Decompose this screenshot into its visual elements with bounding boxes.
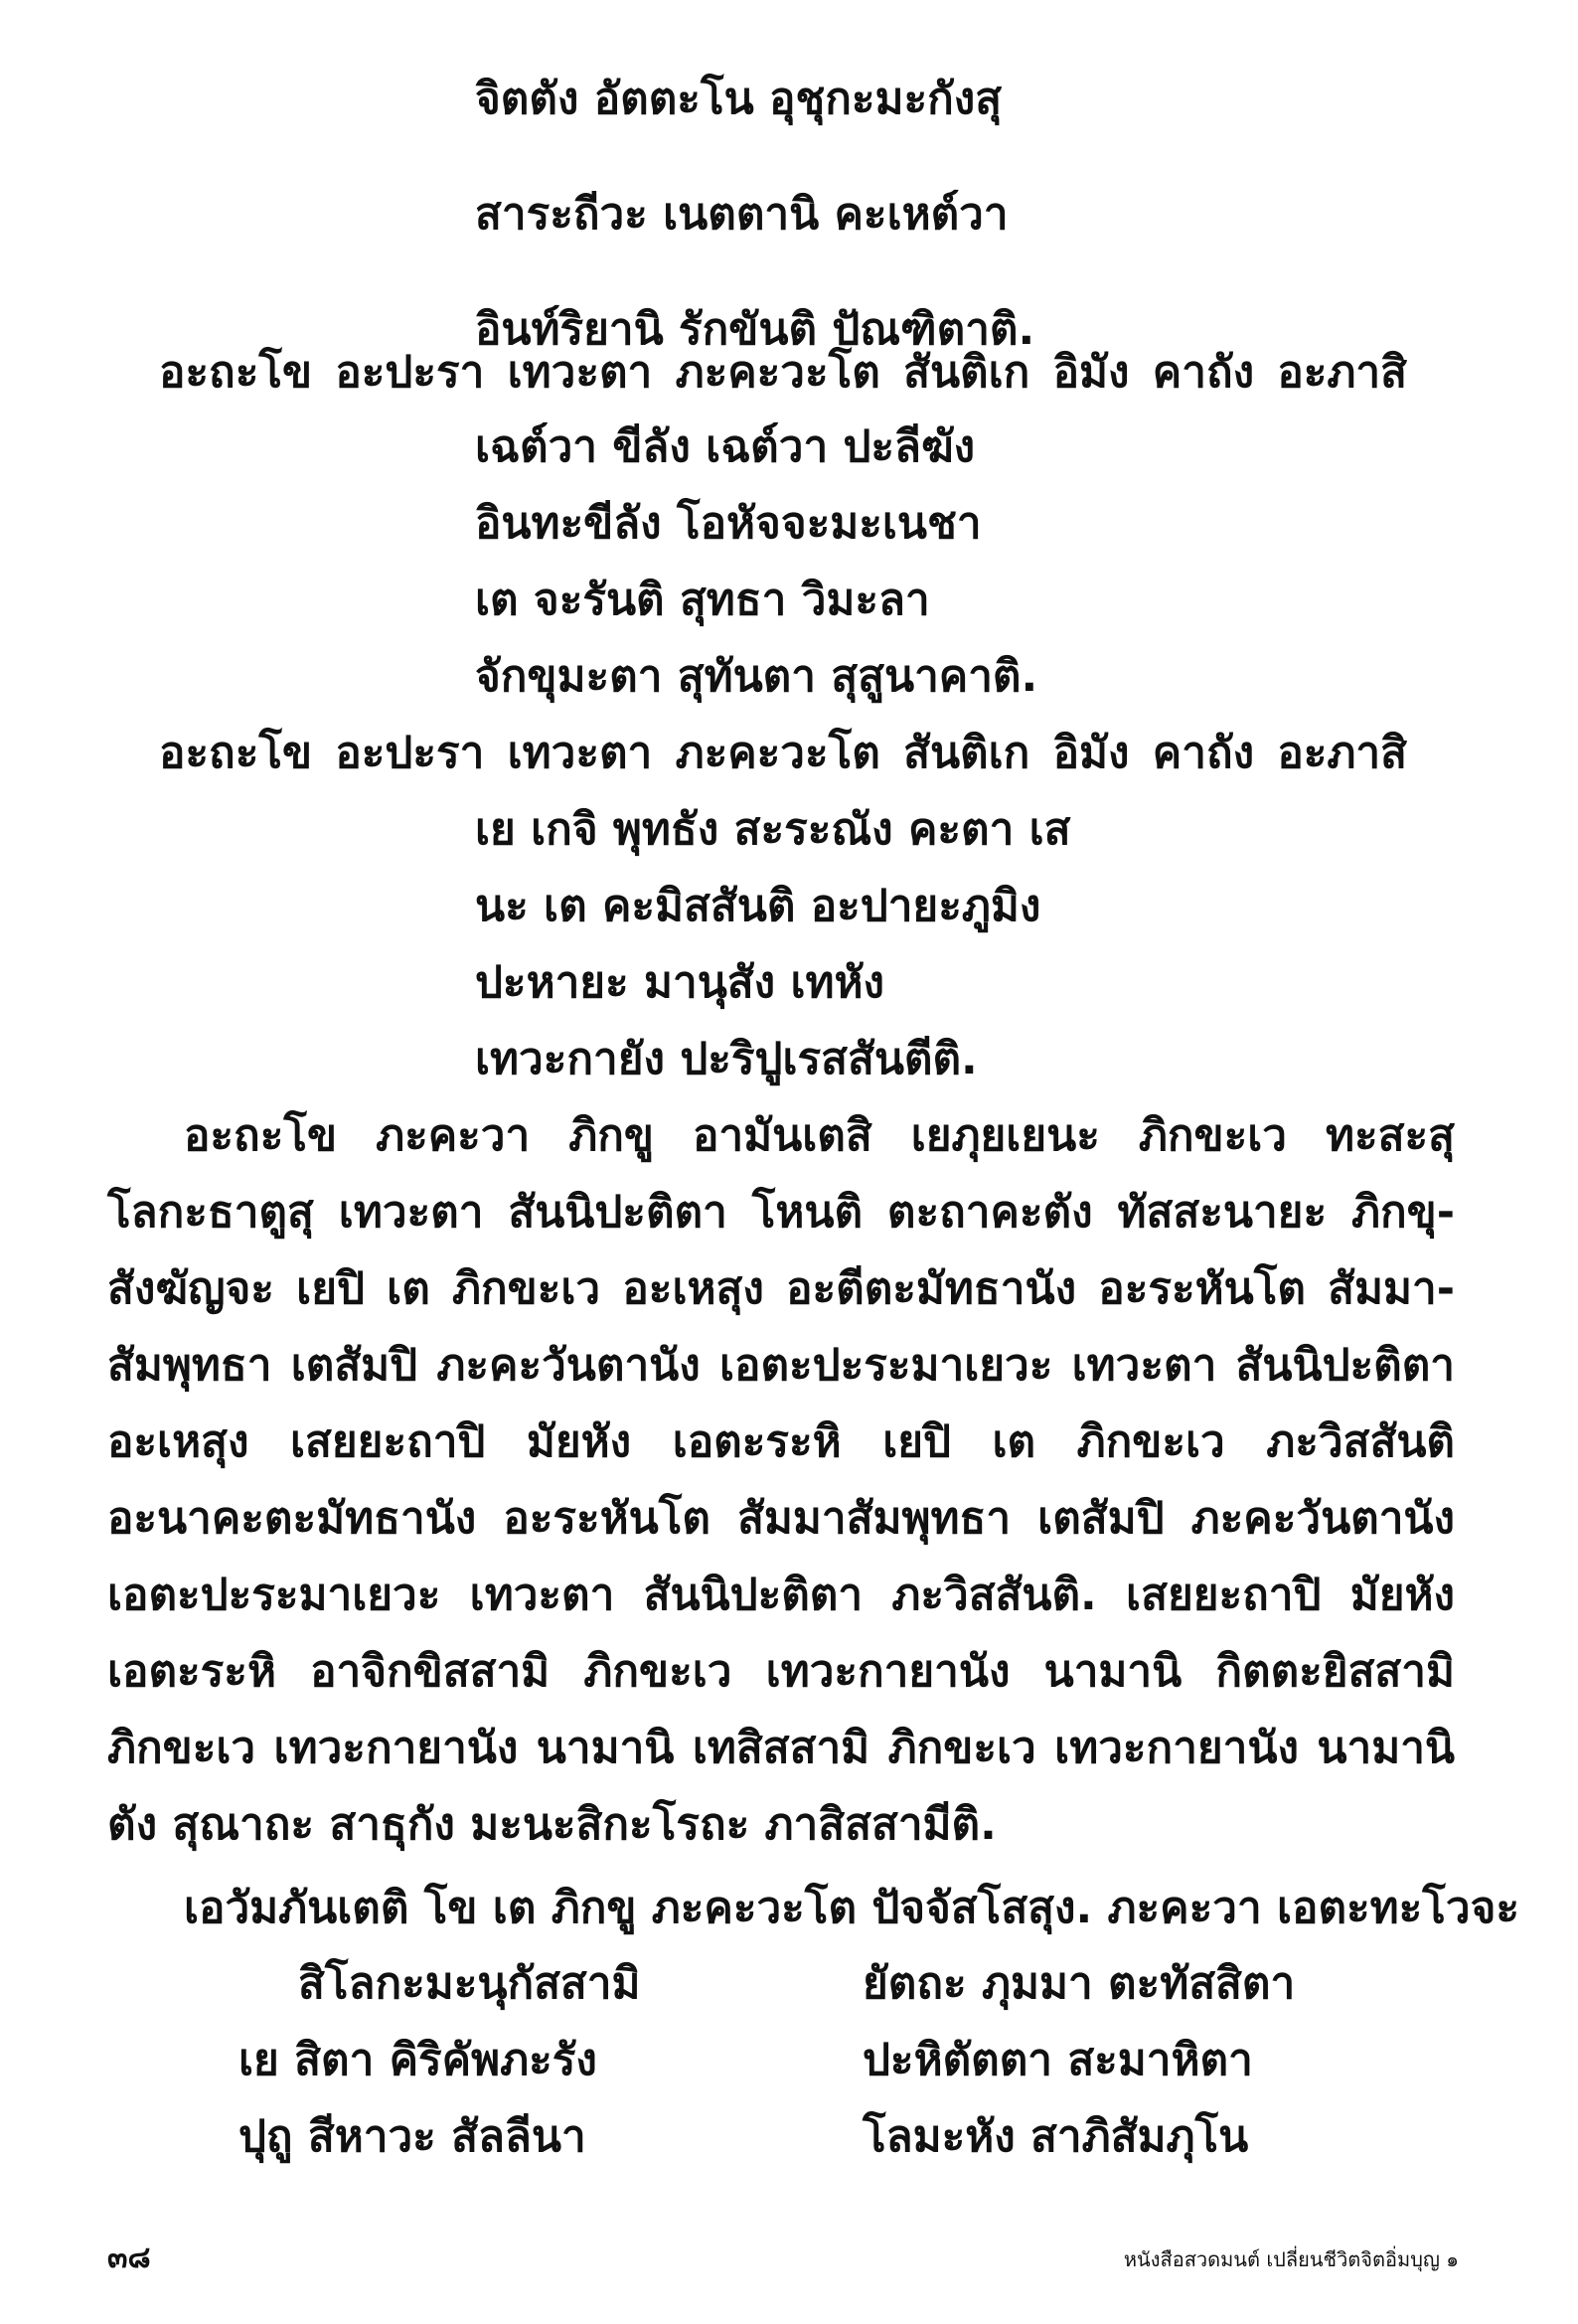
verse-line: จักขุมะตา สุทันตา สุสูนาคาติ. — [475, 651, 1038, 702]
paragraph-line: เอตะปะระมาเยวะ เทวะตา สันนิปะติตา ภะวิสสันติ. เสยยะถาปิ มัยหัง — [107, 1570, 1455, 1620]
paragraph-line: อะนาคะตะมัทธานัง อะระหันโต สัมมาสัมพุทธา เตสัมปิ ภะคะวันตานัง — [107, 1493, 1455, 1544]
book-title-footer: หนังสือสวดมนต์ เปลี่ยนชีวิตจิตอิ่มบุญ ๑ — [1123, 2247, 1459, 2271]
couplet-right: ยัตถะ ภุมมา ตะทัสสิตา — [863, 1958, 1296, 2009]
verse-line: อินทะขีลัง โอหัจจะมะเนชา — [475, 498, 982, 549]
couplet-left: ปุถู สีหาวะ สัลลีนา — [238, 2111, 586, 2162]
paragraph-line: ภิกขะเว เทวะกายานัง นามานิ เทสิสสามิ ภิกขะเว เทวะกายานัง นามานิ — [107, 1723, 1455, 1773]
verse-line: เย เกจิ พุทธัง สะระณัง คะตา เส — [475, 804, 1071, 855]
verse-line: สาระถีวะ เนตตานิ คะเหต์วา — [475, 189, 1009, 240]
couplet-left: เย สิตา คิริคัพภะรัง — [238, 2035, 597, 2085]
paragraph-line: ตัง สุณาถะ สาธุกัง มะนะสิกะโรถะ ภาสิสสามีติ. — [107, 1799, 997, 1850]
paragraph-line: สัมพุทธา เตสัมปิ ภะคะวันตานัง เอตะปะระมาเยวะ เทวะตา สันนิปะติตา — [107, 1340, 1455, 1391]
verse-line: เฉต์วา ขีลัง เฉต์วา ปะลีฆัง — [475, 421, 976, 472]
couplet-right: ปะหิตัตตา สะมาหิตา — [863, 2035, 1253, 2085]
verse-intro-line: อะถะโข อะปะรา เทวะตา ภะคะวะโต สันติเก อิมัง คาถัง อะภาสิ — [159, 728, 1407, 778]
verse-intro-line: อะถะโข อะปะรา เทวะตา ภะคะวะโต สันติเก อิมัง คาถัง อะภาสิ — [159, 347, 1407, 398]
verse-line: จิตตัง อัตตะโน อุชุกะมะกังสุ — [475, 74, 1003, 124]
page-number: ๓๘ — [107, 2241, 151, 2275]
couplet-right: โลมะหัง สาภิสัมภุโน — [863, 2111, 1249, 2162]
paragraph-line: โลกะธาตูสุ เทวะตา สันนิปะติตา โหนติ ตะถาคะตัง ทัสสะนายะ ภิกขุ- — [107, 1187, 1455, 1238]
paragraph-line: อะเหสุง เสยยะถาปิ มัยหัง เอตะระหิ เยปิ เต ภิกขะเว ภะวิสสันติ — [107, 1416, 1455, 1467]
couplet-left: สิโลกะมะนุกัสสามิ — [298, 1958, 641, 2009]
verse-line: เต จะรันติ สุทธา วิมะลา — [475, 575, 930, 625]
verse-line: ปะหายะ มานุสัง เทหัง — [475, 957, 884, 1008]
verse-line: อินท์ริยานิ รักขันติ ปัณฑิตาติ. — [475, 304, 1035, 355]
paragraph-line: เอตะระหิ อาจิกขิสสามิ ภิกขะเว เทวะกายานัง นามานิ กิตตะยิสสามิ — [107, 1646, 1455, 1697]
verse-line: นะ เต คะมิสสันติ อะปายะภูมิง — [475, 881, 1041, 931]
paragraph-line: อะถะโข ภะคะวา ภิกขู อามันเตสิ เยภุยเยนะ ภิกขะเว ทะสะสุ — [184, 1110, 1455, 1161]
paragraph-line: เอวัมภันเตติ โข เต ภิกขู ภะคะวะโต ปัจจัสโสสุง. ภะคะวา เอตะทะโวจะ — [184, 1883, 1520, 1933]
verse-line: เทวะกายัง ปะริปูเรสสันตีติ. — [475, 1034, 978, 1084]
paragraph-line: สังฆัญจะ เยปิ เต ภิกขะเว อะเหสุง อะตีตะมัทธานัง อะระหันโต สัมมา- — [107, 1263, 1455, 1314]
